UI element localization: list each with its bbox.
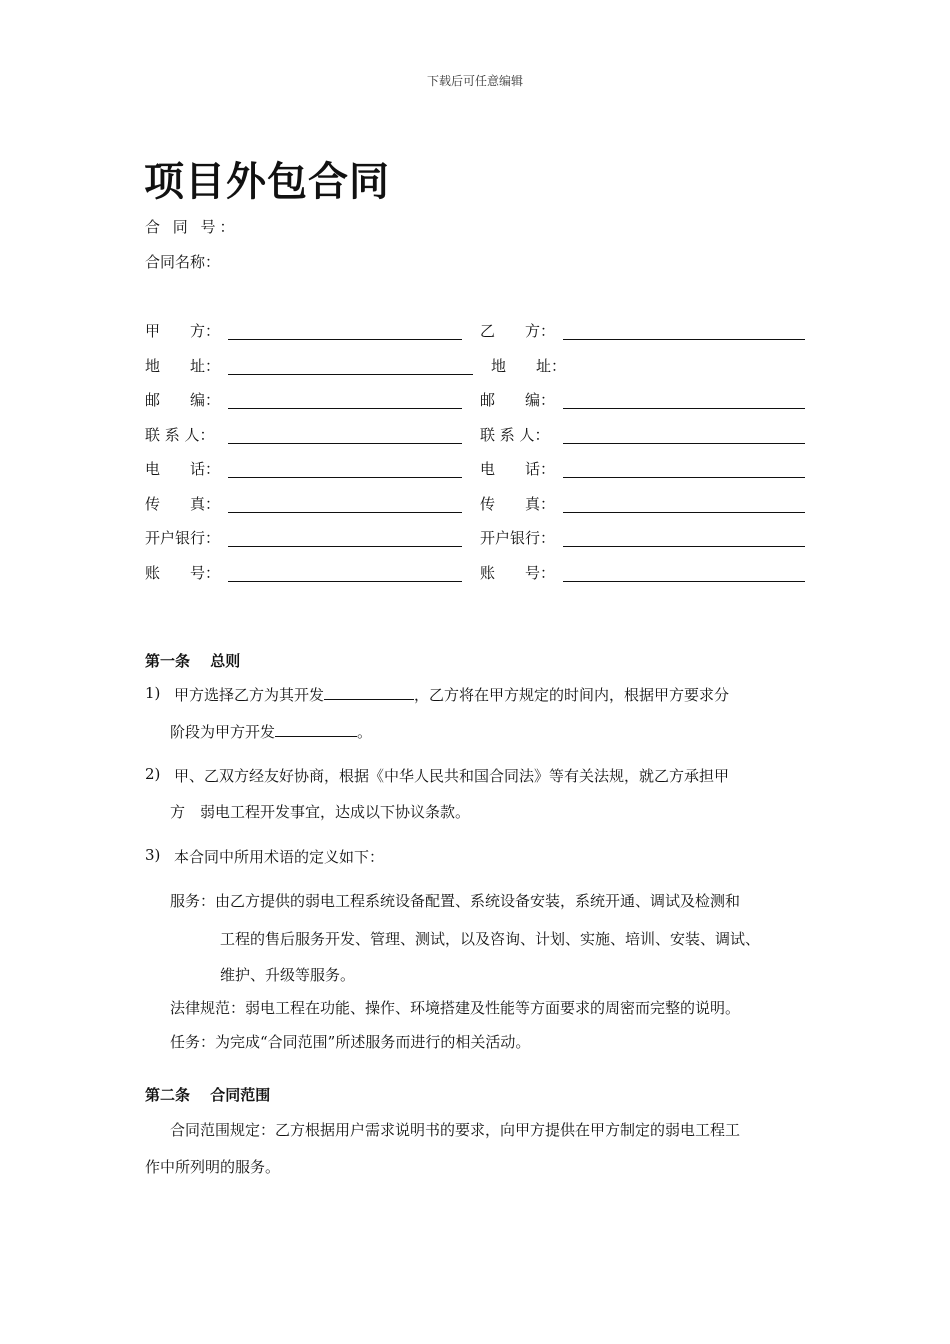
party-row-postcode xyxy=(145,389,825,413)
party-a-postcode-field[interactable] xyxy=(228,408,462,409)
party-a-fax-field[interactable] xyxy=(228,512,462,513)
party-b-account-field[interactable] xyxy=(563,581,805,582)
item-1-blank-2[interactable] xyxy=(275,721,357,737)
party-a-contact-field[interactable] xyxy=(228,443,462,444)
task-def: 任务：为完成“合同范围”所述服务而进行的相关活动。 xyxy=(170,1033,531,1051)
party-a-postcode-label: 邮 编： xyxy=(145,391,221,409)
page-header: 下载后可任意编辑 xyxy=(426,74,523,88)
service-def-line-2: 工程的售后服务开发、管理、测试，以及咨询、计划、实施、培训、安装、调试、 xyxy=(220,930,761,948)
party-a-bank-label: 开户银行： xyxy=(145,529,221,547)
party-a-account-field[interactable] xyxy=(228,581,462,582)
service-def-line-3: 维护、升级等服务。 xyxy=(220,966,356,984)
party-b-postcode-label: 邮 编： xyxy=(480,391,556,409)
legal-def: 法律规范：弱电工程在功能、操作、环境搭建及性能等方面要求的周密而完整的说明。 xyxy=(170,999,741,1017)
item-3-number: 3) xyxy=(145,846,161,864)
party-a-contact-label: 联 系 人： xyxy=(145,426,215,444)
service-def-line-1: 服务：由乙方提供的弱电工程系统设备配置、系统设备安装，系统开通、调试及检测和 xyxy=(170,892,741,910)
item-2-number: 2) xyxy=(145,765,161,783)
party-b-fax-field[interactable] xyxy=(563,512,805,513)
item-2-line-2: 方 弱电工程开发事宜，达成以下协议条款。 xyxy=(170,803,471,821)
party-row-fax xyxy=(145,493,825,517)
party-a-address-label: 地 址： xyxy=(145,357,221,375)
party-b-address-label: 地 址： xyxy=(491,357,567,375)
party-row-account xyxy=(145,562,825,586)
item-1-text-c: 阶段为甲方开发 xyxy=(170,723,276,741)
party-a-account-label: 账 号： xyxy=(145,564,221,582)
party-b-contact-label: 联 系 人： xyxy=(480,426,550,444)
party-row-address xyxy=(145,355,825,379)
party-row-phone xyxy=(145,458,825,482)
item-1-number: 1) xyxy=(145,684,161,702)
article-2-line-2: 作中所列明的服务。 xyxy=(145,1158,281,1176)
item-1-text-d: 。 xyxy=(357,723,373,741)
document-title: 项目外包合同 xyxy=(144,159,390,205)
party-a-address-field[interactable] xyxy=(228,374,473,375)
party-row-contact xyxy=(145,424,825,448)
contract-number-label: 合 同 号： xyxy=(145,218,239,236)
party-a-phone-label: 电 话： xyxy=(145,460,221,478)
article-2-heading: 第二条 合同范围 xyxy=(145,1086,271,1104)
party-a-phone-field[interactable] xyxy=(228,477,462,478)
party-a-name-label: 甲 方： xyxy=(145,322,221,340)
item-1-line-2 xyxy=(170,721,372,742)
item-1-blank-1[interactable] xyxy=(324,684,414,700)
item-1-text-a: 甲方选择乙方为其开发 xyxy=(174,686,325,704)
party-b-postcode-field[interactable] xyxy=(563,408,805,409)
party-b-name-label: 乙 方： xyxy=(480,322,556,340)
party-b-bank-label: 开户银行： xyxy=(480,529,556,547)
party-b-phone-field[interactable] xyxy=(563,477,805,478)
item-1-text-b: ，乙方将在甲方规定的时间内，根据甲方要求分 xyxy=(414,686,730,704)
party-b-name-field[interactable] xyxy=(563,339,805,340)
contract-name-label: 合同名称： xyxy=(145,253,221,271)
item-2-line-1: 甲、乙双方经友好协商，根据《中华人民共和国合同法》等有关法规，就乙方承担甲 xyxy=(174,767,730,785)
item-3-line: 本合同中所用术语的定义如下： xyxy=(174,848,385,866)
party-b-phone-label: 电 话： xyxy=(480,460,556,478)
party-a-name-field[interactable] xyxy=(228,339,462,340)
party-b-contact-field[interactable] xyxy=(563,443,805,444)
item-1-line-1 xyxy=(174,684,729,705)
party-b-fax-label: 传 真： xyxy=(480,495,556,513)
party-a-fax-label: 传 真： xyxy=(145,495,221,513)
party-row-bank xyxy=(145,527,825,551)
article-1-heading: 第一条 总则 xyxy=(145,652,241,670)
party-a-bank-field[interactable] xyxy=(228,546,462,547)
party-b-account-label: 账 号： xyxy=(480,564,556,582)
party-row-name xyxy=(145,320,825,344)
party-b-bank-field[interactable] xyxy=(563,546,805,547)
article-2-line-1: 合同范围规定：乙方根据用户需求说明书的要求，向甲方提供在甲方制定的弱电工程工 xyxy=(170,1121,741,1139)
